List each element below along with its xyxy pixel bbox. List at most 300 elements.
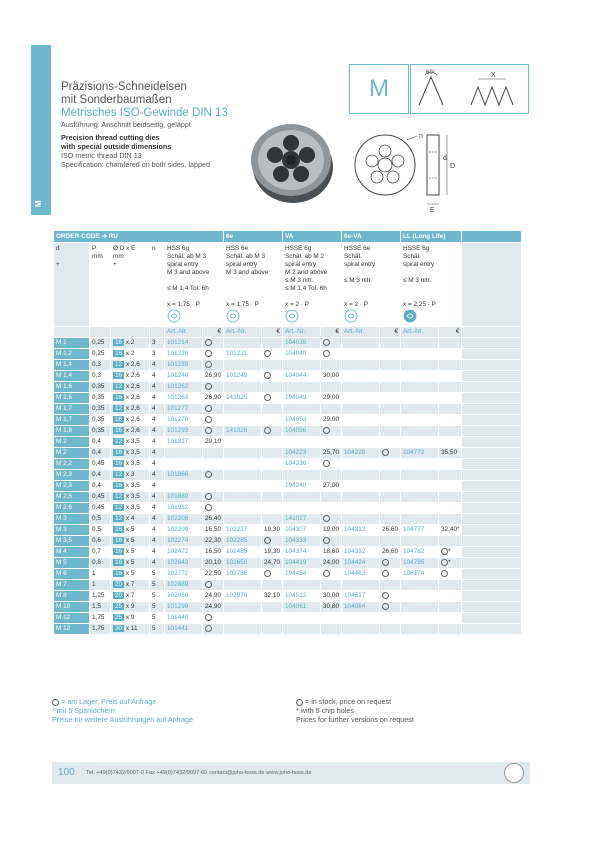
cell-dxe: 16 x 2 (111, 338, 149, 348)
cell-dxe: 12 x 3,5 (111, 503, 149, 513)
table-artnr-row (54, 327, 521, 337)
cell-art-nr (342, 426, 379, 436)
cell-dxe: 20 x 7 (111, 580, 149, 590)
cell-price: 22,30 (205, 537, 221, 544)
footnotes-de (52, 697, 193, 724)
cell-n: 4 (150, 404, 164, 414)
cell-price: 26,90 (205, 372, 221, 379)
cell-art-nr (401, 481, 438, 491)
cell-art-nr (224, 382, 261, 392)
cell-price (321, 514, 341, 524)
footnote-en-2: * with 5 chip holes (296, 706, 354, 715)
cell-price (203, 624, 223, 634)
cell-art-nr: 101299 (165, 602, 202, 612)
cell-price (439, 426, 461, 436)
cell-price: 29,10 (205, 438, 221, 445)
cell-d: M 2,6 (54, 503, 89, 513)
cell-p: 1 (90, 580, 110, 590)
cell-price (380, 613, 400, 623)
cell-art-nr: 104382 (342, 547, 379, 557)
cell-empty (462, 536, 521, 546)
cell-art-nr (224, 580, 261, 590)
cell-art-nr (342, 470, 379, 480)
cell-art-nr (342, 503, 379, 513)
in-stock-icon (323, 537, 330, 544)
table-row (54, 481, 521, 491)
euro-label: € (321, 327, 341, 337)
cell-price (439, 580, 461, 590)
cell-art-nr: 101278 (165, 415, 202, 425)
cell-n: 4 (150, 371, 164, 381)
cell-n: 5 (150, 602, 164, 612)
cell-n: 3 (150, 349, 164, 359)
cell-p: 0,45 (90, 492, 110, 502)
cell-price (439, 569, 461, 579)
cell-n: 4 (150, 503, 164, 513)
cell-price (262, 360, 282, 370)
cell-d: M 12 (54, 624, 89, 634)
in-stock-icon (264, 372, 271, 379)
cell-art-nr: 101231 (224, 349, 261, 359)
art-nr-label: Art.-Nr. (224, 327, 261, 337)
cell-art-nr: 104223 (283, 448, 320, 458)
side-tab (31, 45, 51, 215)
cell-price (262, 569, 282, 579)
art-nr-label: Art.-Nr. (401, 327, 438, 337)
cell-price (262, 613, 282, 623)
cell-d: M 2,5 (54, 492, 89, 502)
cell-empty (462, 415, 521, 425)
cell-price (380, 426, 400, 436)
cell-p: 0,35 (90, 426, 110, 436)
side-tab-label: M (34, 200, 43, 207)
cell-price: 19,30 (264, 548, 280, 555)
cell-price (380, 437, 400, 447)
art-nr-label: Art.-Nr. (342, 327, 379, 337)
cell-empty (462, 624, 521, 634)
thread-angle-label: 60° (426, 70, 436, 76)
cell-dxe: 16 x 5 (111, 536, 149, 546)
table-row (54, 602, 521, 612)
cell-price (380, 448, 400, 458)
table-row (54, 547, 521, 557)
cell-art-nr: 101912 (165, 503, 202, 513)
cell-price: 26,40 (205, 515, 221, 522)
cell-art-nr (401, 492, 438, 502)
spec-empty (462, 243, 521, 326)
cell-art-nr: 101817 (165, 437, 202, 447)
cell-art-nr (401, 338, 438, 348)
cell-price (380, 415, 400, 425)
cell-price (321, 580, 341, 590)
cell-price: 32,40* (441, 526, 460, 533)
cell-price (203, 459, 223, 469)
cell-dxe: 12 x 2,6 (111, 404, 149, 414)
cell-price (380, 514, 400, 524)
cell-empty (462, 580, 521, 590)
cell-art-nr: 102643 (165, 558, 202, 568)
cell-art-nr: 104512 (283, 591, 320, 601)
cell-price (439, 437, 461, 447)
cell-d: M 8 (54, 591, 89, 601)
cell-p: 0,45 (90, 459, 110, 469)
cell-art-nr: 104333 (283, 536, 320, 546)
cell-art-nr: 141025 (224, 393, 261, 403)
cell-art-nr (342, 393, 379, 403)
cell-price (262, 338, 282, 348)
cell-art-nr (342, 437, 379, 447)
cell-d: M 7 (54, 580, 89, 590)
cell-art-nr: 102976 (224, 591, 261, 601)
in-stock-icon (441, 559, 448, 566)
cell-art-nr: 104228 (342, 448, 379, 458)
cell-n: 4 (150, 459, 164, 469)
cell-price (262, 371, 282, 381)
cell-art-nr (283, 492, 320, 502)
cell-price (262, 580, 282, 590)
cell-art-nr: 102786 (224, 569, 261, 579)
order-code-label: ORDER-CODE ➔ RU (54, 231, 223, 242)
cell-price (203, 382, 223, 392)
cell-p: 0,4 (90, 470, 110, 480)
in-stock-icon (323, 350, 330, 357)
cell-n: 5 (150, 569, 164, 579)
in-stock-icon (205, 383, 212, 390)
col-p-header: P mm (90, 243, 110, 326)
cell-empty (462, 360, 521, 370)
group-long-life: LL (Long Life) (401, 231, 461, 242)
cell-art-nr: 104236 (283, 459, 320, 469)
col-d-header: d + (54, 243, 89, 326)
cell-empty (462, 558, 521, 568)
cell-price (380, 602, 400, 612)
thread-profile-box (410, 64, 529, 114)
cell-price (262, 349, 282, 359)
cell-p: 1,75 (90, 613, 110, 623)
table-row (54, 591, 521, 601)
cell-art-nr (283, 580, 320, 590)
cell-empty (462, 613, 521, 623)
drawing-label-d: d (443, 155, 447, 162)
cell-price (380, 349, 400, 359)
cell-price (262, 426, 282, 436)
cell-dxe: 12 x 3,5 (111, 492, 149, 502)
cell-dxe: 12 x 3,5 (111, 437, 149, 447)
cell-price: 29,00 (323, 416, 339, 423)
artnr-empty (462, 327, 521, 337)
cell-p: 0,4 (90, 481, 110, 491)
cell-price (321, 470, 341, 480)
cell-dxe: 16 x 5 (111, 569, 149, 579)
footer-bar (52, 762, 530, 784)
cell-art-nr (401, 393, 438, 403)
col-dxe-header: Ø D x E mm + (111, 243, 149, 326)
group-va: VA (283, 231, 341, 242)
header-text (61, 81, 228, 169)
cell-price (380, 503, 400, 513)
cell-price: 22,50 (205, 570, 221, 577)
cell-price (439, 404, 461, 414)
footnote-de-2: * mit 5 Spanlöchern (52, 706, 115, 715)
in-stock-icon (323, 570, 330, 577)
cell-dxe: 25 x 9 (111, 602, 149, 612)
cell-price: 30,80 (323, 603, 339, 610)
cell-price: 30,00 (323, 592, 339, 599)
in-stock-icon (382, 570, 389, 577)
cell-art-nr: 101293 (165, 426, 202, 436)
table-row (54, 437, 521, 447)
cell-price (203, 426, 223, 436)
cell-art-nr (342, 338, 379, 348)
cell-art-nr (401, 382, 438, 392)
cell-price (203, 415, 223, 425)
cell-price (321, 536, 341, 546)
cell-art-nr: 101277 (165, 404, 202, 414)
cell-price: 24,00 (323, 559, 339, 566)
cell-price: 24,90 (205, 603, 221, 610)
cell-dxe: 16 x 2,6 (111, 393, 149, 403)
cell-art-nr (342, 382, 379, 392)
art-nr-label: Art.-Nr. (283, 327, 320, 337)
cell-n: 4 (150, 415, 164, 425)
table-row (54, 624, 521, 634)
cell-dxe: 12 x 3 (111, 470, 149, 480)
cell-d: M 1,7 (54, 415, 89, 425)
title-en-line1: Precision thread cutting dies (61, 133, 160, 142)
cell-price (439, 503, 461, 513)
cell-art-nr (283, 624, 320, 634)
cell-price (321, 459, 341, 469)
cell-art-nr: 104782 (401, 547, 438, 557)
cell-art-nr: 101866 (165, 470, 202, 480)
cell-empty (462, 338, 521, 348)
desc-de: Ausführung: Anschnitt beidseitig, geläppt (61, 120, 191, 129)
cell-d: M 1,4 (54, 371, 89, 381)
footnotes-en (296, 697, 414, 724)
cell-n: 4 (150, 547, 164, 557)
cell-price: 32,10 (264, 592, 280, 599)
cell-art-nr (401, 514, 438, 524)
cell-dxe: 12 x 4 (111, 514, 149, 524)
cell-price (262, 536, 282, 546)
cell-price: 19,00 (323, 526, 339, 533)
cell-art-nr (224, 437, 261, 447)
cell-d: M 1 (54, 338, 89, 348)
in-stock-icon (441, 570, 448, 577)
cell-price (439, 492, 461, 502)
cell-p: 0,25 (90, 349, 110, 359)
cell-n: 4 (150, 492, 164, 502)
col-n-header: n (150, 243, 164, 326)
cell-art-nr (165, 448, 202, 458)
cell-art-nr: 102650 (224, 558, 261, 568)
cell-dxe: 16 x 2 (111, 349, 149, 359)
in-stock-icon (323, 339, 330, 346)
cell-p: 0,25 (90, 338, 110, 348)
cell-art-nr: 104035 (283, 338, 320, 348)
cell-price (321, 624, 341, 634)
table-row (54, 536, 521, 546)
cell-dxe: 25 x 9 (111, 613, 149, 623)
cell-dxe: 16 x 5 (111, 547, 149, 557)
cell-price (321, 426, 341, 436)
cell-art-nr: 102889 (165, 580, 202, 590)
cell-art-nr: 104785 (401, 558, 438, 568)
cell-price (380, 591, 400, 601)
in-stock-icon (205, 361, 212, 368)
cell-dxe: 16 x 3,5 (111, 481, 149, 491)
cell-price (380, 371, 400, 381)
cell-price: 29,00 (323, 394, 339, 401)
table-row (54, 525, 521, 535)
cell-price (321, 349, 341, 359)
cell-art-nr: 104463 (342, 569, 379, 579)
cell-empty (462, 393, 521, 403)
cell-n: 4 (150, 514, 164, 524)
table-row (54, 580, 521, 590)
cell-d: M 10 (54, 602, 89, 612)
cell-empty (462, 349, 521, 359)
footnote-en-3: Prices for further versions on request (296, 715, 414, 724)
cell-art-nr: 104517 (342, 591, 379, 601)
cell-art-nr: 104312 (342, 525, 379, 535)
cell-d: M 2 (54, 437, 89, 447)
in-stock-icon (205, 504, 212, 511)
cell-art-nr (401, 371, 438, 381)
table-row (54, 569, 521, 579)
cell-art-nr (342, 536, 379, 546)
cell-price (203, 349, 223, 359)
cell-price (439, 602, 461, 612)
cell-price (262, 503, 282, 513)
cell-price: 20,10 (205, 559, 221, 566)
cell-price (380, 481, 400, 491)
thread-type-badge (349, 64, 409, 114)
footnote-de-3: Preise für weitere Ausführungen auf Anfrage (52, 715, 194, 724)
cell-price: 24,90 (205, 592, 221, 599)
in-stock-icon (264, 427, 271, 434)
euro-label: € (380, 327, 400, 337)
cell-art-nr (224, 360, 261, 370)
cell-n: 4 (150, 448, 164, 458)
cell-art-nr: 104419 (283, 558, 320, 568)
cell-n: 4 (150, 393, 164, 403)
cell-empty (462, 481, 521, 491)
cell-art-nr: 104040 (283, 349, 320, 359)
spec-cell: HSSE 6g Schäl. ab M 2 spiral entry M 2 and above ≤ M 3 nitr. ≤ M 1,4 Tol. 6h x = 2 · P (283, 243, 341, 326)
cell-art-nr (283, 382, 320, 392)
cell-empty (462, 492, 521, 502)
cell-art-nr (401, 536, 438, 546)
cell-d: M 12 (54, 613, 89, 623)
cell-art-nr (401, 580, 438, 590)
cell-n: 4 (150, 360, 164, 370)
cell-empty (462, 547, 521, 557)
spiral-entry-icon (285, 309, 299, 323)
cell-art-nr: 101262 (165, 382, 202, 392)
cell-p: 0,35 (90, 404, 110, 414)
cell-art-nr (283, 404, 320, 414)
cell-p: 0,3 (90, 371, 110, 381)
cell-price (380, 470, 400, 480)
cell-art-nr (283, 503, 320, 513)
cell-art-nr: 104053 (283, 415, 320, 425)
table-row (54, 448, 521, 458)
cell-price (439, 393, 461, 403)
cell-dxe: 16 x 2,6 (111, 426, 149, 436)
cell-art-nr: 101440 (165, 613, 202, 623)
table-row (54, 558, 521, 568)
cell-d: M 1,6 (54, 393, 89, 403)
cell-price: 16,50 (205, 526, 221, 533)
table-row (54, 613, 521, 623)
cell-price (321, 404, 341, 414)
cell-art-nr (165, 459, 202, 469)
cell-price (262, 459, 282, 469)
in-stock-icon (205, 581, 212, 588)
cell-n: 4 (150, 437, 164, 447)
cell-p: 0,8 (90, 558, 110, 568)
cell-price: * (439, 547, 461, 557)
cell-art-nr: 102208 (165, 514, 202, 524)
cell-price (321, 382, 341, 392)
cell-art-nr (342, 349, 379, 359)
cell-price: 24,70 (264, 559, 280, 566)
cell-dxe: 16 x 3,5 (111, 448, 149, 458)
product-table (53, 230, 522, 635)
cell-d: M 6 (54, 569, 89, 579)
spec-cell: HSS 6e Schäl. ab M 3 spiral entry M 3 and above x = 1,75 · P (224, 243, 282, 326)
artnr-empty (54, 327, 89, 337)
cell-n: 5 (150, 613, 164, 623)
cell-d: M 1,8 (54, 426, 89, 436)
cell-dxe: 12 x 2,6 (111, 382, 149, 392)
cell-price: 25,70 (323, 449, 339, 456)
cell-art-nr (401, 349, 438, 359)
cell-empty (462, 371, 521, 381)
cell-art-nr: 104424 (342, 558, 379, 568)
cell-d: M 5 (54, 558, 89, 568)
svg-text:X: X (491, 72, 496, 79)
cell-dxe: 16 x 5 (111, 558, 149, 568)
cell-price (321, 569, 341, 579)
cell-dxe: 16 x 2,6 (111, 415, 149, 425)
cell-art-nr (401, 404, 438, 414)
cell-art-nr (224, 470, 261, 480)
cell-empty (462, 569, 521, 579)
cell-art-nr (224, 492, 261, 502)
cell-price (439, 624, 461, 634)
cell-art-nr (401, 459, 438, 469)
cell-art-nr: 104772 (401, 448, 438, 458)
cell-art-nr: 101240 (165, 371, 202, 381)
in-stock-icon (205, 471, 212, 478)
cell-art-nr (283, 360, 320, 370)
spiral-entry-icon (226, 309, 240, 323)
cell-price (380, 558, 400, 568)
cell-art-nr (342, 514, 379, 524)
cell-price (321, 492, 341, 502)
cell-price (439, 382, 461, 392)
cell-price (439, 349, 461, 359)
table-row (54, 492, 521, 502)
spiral-entry-icon (344, 309, 358, 323)
cell-n: 4 (150, 470, 164, 480)
in-stock-icon (205, 416, 212, 423)
euro-label: € (203, 327, 223, 337)
cell-art-nr (401, 624, 438, 634)
drawing-label-D: D (450, 163, 456, 170)
